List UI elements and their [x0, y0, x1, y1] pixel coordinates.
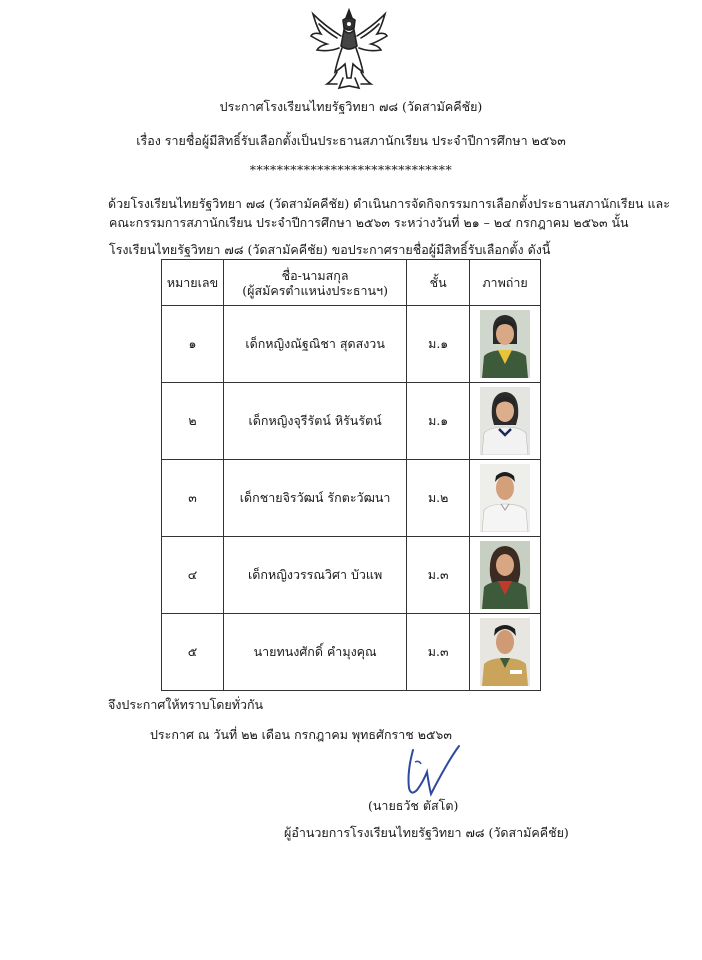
candidate-name: เด็กหญิงจุรีรัตน์ หิรันรัตน์ [223, 383, 406, 460]
header-name-line-1: ชื่อ-นามสกุล [281, 267, 349, 283]
candidate-number: ๑ [162, 306, 224, 383]
announcement-date: ประกาศ ณ วันที่ ๒๒ เดือน กรกฎาคม พุทธศักราช ๒๕๖๓ [150, 727, 452, 742]
candidate-photo-icon [480, 618, 530, 686]
photo-cell [470, 460, 541, 537]
photo-cell [470, 383, 541, 460]
candidate-grade: ม.๓ [407, 614, 470, 691]
candidate-photo-icon [480, 387, 530, 455]
candidate-table [161, 259, 541, 691]
candidate-photo-icon [480, 310, 530, 378]
signer-title: ผู้อำนวยการโรงเรียนไทยรัฐวิทยา ๗๘ (วัดสามัคคีชัย) [284, 825, 569, 840]
candidate-name: เด็กหญิงวรรณวิศา บัวแพ [223, 537, 406, 614]
table-row [162, 614, 541, 691]
table-header-row [162, 260, 541, 306]
candidate-photo-icon [480, 464, 530, 532]
candidate-grade: ม.๑ [407, 383, 470, 460]
candidate-grade: ม.๒ [407, 460, 470, 537]
announcement-title: ประกาศโรงเรียนไทยรัฐวิทยา ๗๘ (วัดสามัคคีชัย) [219, 99, 483, 114]
header-name [223, 260, 406, 306]
candidate-name: นายทนงศักดิ์ คำมุงคุณ [223, 614, 406, 691]
photo-cell [470, 537, 541, 614]
garuda-emblem-icon [307, 6, 391, 92]
header-photo: ภาพถ่าย [470, 260, 541, 306]
table-row [162, 537, 541, 614]
signer-name: (นายธวัช ตัสโต) [368, 798, 459, 813]
candidate-photo-icon [480, 541, 530, 609]
candidate-number: ๔ [162, 537, 224, 614]
candidate-name: เด็กชายจิรวัฒน์ รักตะวัฒนา [223, 460, 406, 537]
closing-statement: จึงประกาศให้ทราบโดยทั่วกัน [108, 697, 264, 712]
table-row [162, 383, 541, 460]
candidate-number: ๕ [162, 614, 224, 691]
table-row [162, 460, 541, 537]
separator-stars: ****************************** [249, 162, 453, 177]
candidate-number: ๒ [162, 383, 224, 460]
table-row [162, 306, 541, 383]
paragraph-line-1: ด้วยโรงเรียนไทยรัฐวิทยา ๗๘ (วัดสามัคคีชัย) ดำเนินการจัดกิจกรรมการเลือกตั้งประธานสภานักเรียน และ [108, 196, 670, 211]
candidate-grade: ม.๑ [407, 306, 470, 383]
photo-cell [470, 614, 541, 691]
header-name-line-2: (ผู้สมัครตำแหน่งประธานฯ) [242, 282, 388, 298]
photo-cell [470, 306, 541, 383]
candidate-grade: ม.๓ [407, 537, 470, 614]
header-number: หมายเลข [162, 260, 224, 306]
header-grade: ชั้น [407, 260, 470, 306]
paragraph-line-3: โรงเรียนไทยรัฐวิทยา ๗๘ (วัดสามัคคีชัย) ขอประกาศรายชื่อผู้มีสิทธิ์รับเลือกตั้ง ดังนี้ [109, 242, 551, 257]
signature-icon [393, 742, 463, 802]
announcement-subject: เรื่อง รายชื่อผู้มีสิทธิ์รับเลือกตั้งเป็นประธานสภานักเรียน ประจำปีการศึกษา ๒๕๖๓ [136, 133, 566, 148]
candidate-name: เด็กหญิงณัฐณิชา สุดสงวน [223, 306, 406, 383]
paragraph-line-2: คณะกรรมการสภานักเรียน ประจำปีการศึกษา ๒๕๖๓ ระหว่างวันที่ ๒๑ – ๒๔ กรกฎาคม ๒๕๖๓ นั้น [109, 215, 629, 230]
candidate-number: ๓ [162, 460, 224, 537]
